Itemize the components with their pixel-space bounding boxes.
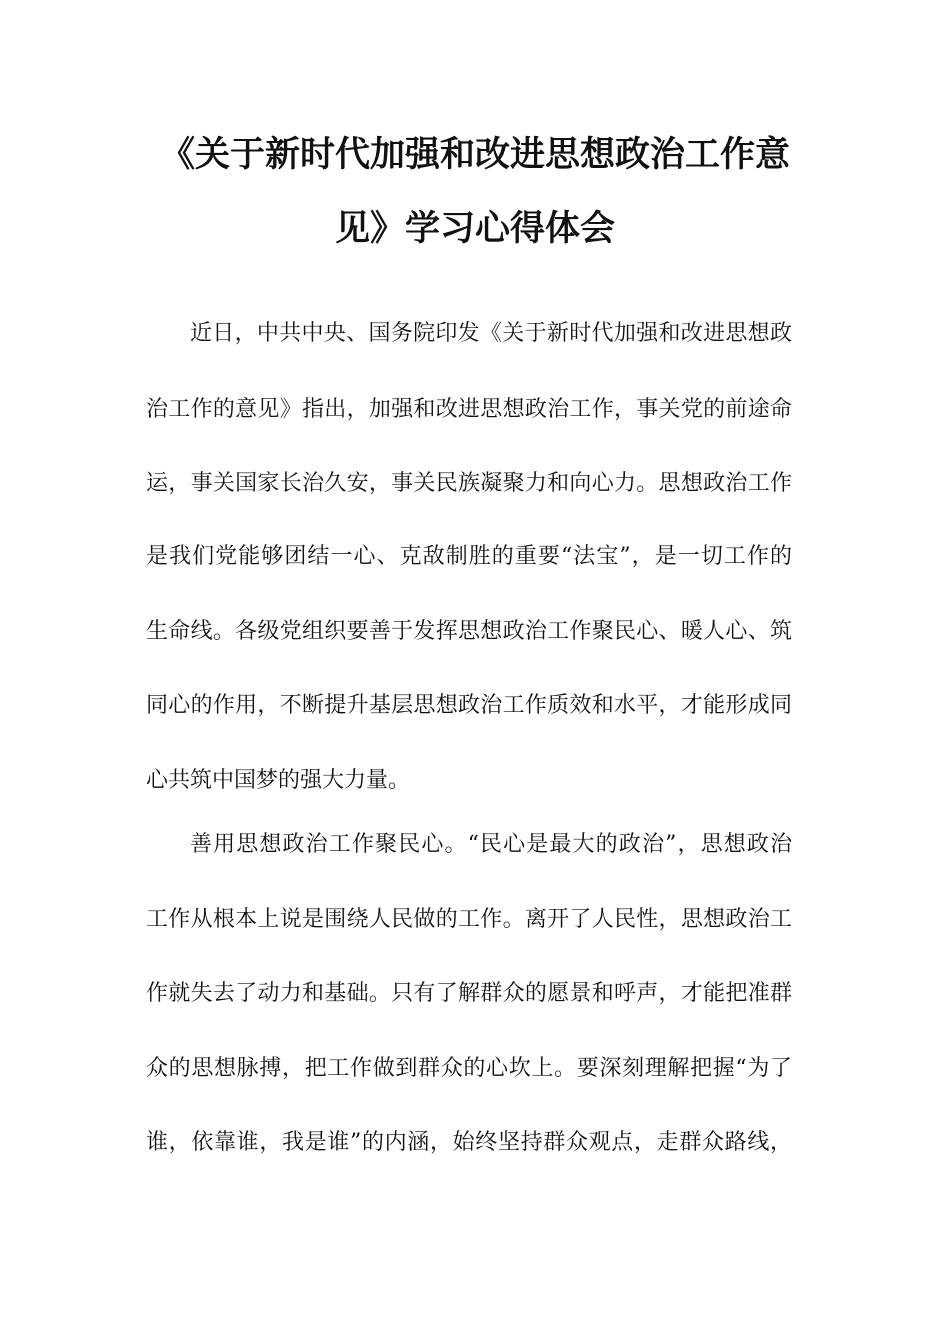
paragraph-2-line-1: 善用思想政治工作聚民心。“民心是最大的政治”，思想政治: [190, 832, 792, 857]
paragraph-1-line-3: 运，事关国家长治久安，事关民族凝聚力和向心力。思想政治工作: [146, 471, 792, 496]
paragraph-1-line-4: 是我们党能够团结一心、克敌制胜的重要“法宝”，是一切工作的: [146, 544, 792, 569]
paragraph-1-line-5: 生命线。各级党组织要善于发挥思想政治工作聚民心、暖人心、筑: [146, 619, 792, 644]
paragraph-1-line-1: 近日，中共中央、国务院印发《关于新时代加强和改进思想政: [190, 321, 792, 346]
paragraph-1-line-7: 心共筑中国梦的强大力量。: [146, 768, 411, 793]
paragraph-2-line-4: 众的思想脉搏，把工作做到群众的心坎上。要深刻理解把握“为了: [146, 1056, 792, 1081]
paragraph-2-line-3: 作就失去了动力和基础。只有了解群众的愿景和呼声，才能把准群: [146, 981, 792, 1006]
paragraph-2-line-5: 谁，依靠谁，我是谁”的内涵，始终坚持群众观点，走群众路线，: [146, 1130, 792, 1155]
paragraph-2-line-2: 工作从根本上说是围绕人民做的工作。离开了人民性，思想政治工: [146, 907, 792, 932]
document-title-line-1: 《关于新时代加强和改进思想政治工作意: [159, 135, 790, 175]
document-title-line-2: 见》学习心得体会: [334, 209, 615, 249]
paragraph-1-line-6: 同心的作用，不断提升基层思想政治工作质效和水平，才能形成同: [146, 693, 792, 718]
paragraph-1-line-2: 治工作的意见》指出，加强和改进思想政治工作，事关党的前途命: [146, 397, 792, 422]
